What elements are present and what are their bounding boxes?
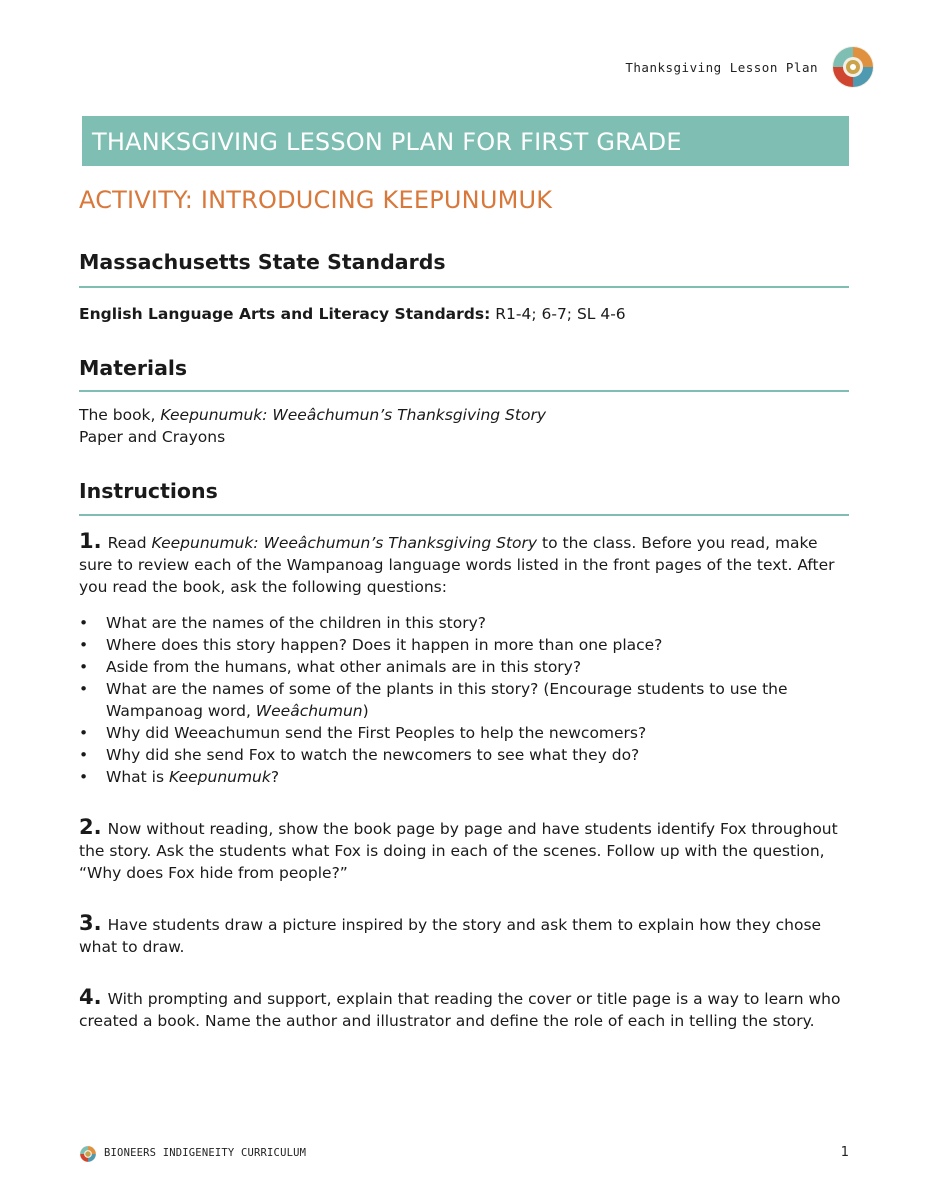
list-item (79, 678, 854, 722)
footer-title: BIONEERS INDIGENEITY CURRICULUM (104, 1147, 307, 1159)
list-item (79, 766, 854, 788)
instructions-heading: Instructions (79, 479, 218, 503)
standards-heading: Massachusetts State Standards (79, 250, 446, 274)
step-1-text-post: to the class. Before you read, make sure to review each of the Wampanoag language words listed in the front pages of the text. After you read the book, ask the following questions: (79, 534, 835, 596)
question-list (79, 612, 854, 788)
step-2-text: Now without reading, show the book page by page and have students identify Fox throughout the story. Ask the students what Fox is doing in each of the scenes. Follow up with the question, “Why does Fox hide from people?” (79, 820, 838, 882)
list-item: • What are the names of the children in this story? (79, 612, 854, 634)
question-text-post: ? (270, 768, 280, 786)
banner-title: THANKSGIVING LESSON PLAN FOR FIRST GRADE (92, 128, 682, 156)
spiral-logo-icon (79, 1145, 97, 1163)
materials-list (79, 404, 854, 448)
materials-heading: Materials (79, 356, 188, 380)
step-3-text: Have students draw a picture inspired by the story and ask them to explain how they chose what to draw. (79, 916, 822, 956)
step-1-text-pre: Read (107, 534, 152, 552)
page-number: 1 (840, 1145, 849, 1160)
question-text-post: ) (362, 702, 369, 720)
activity-title: ACTIVITY: INTRODUCING KEEPUNUMUK (79, 186, 553, 214)
standards-line (79, 303, 854, 325)
materials-book-prefix: The book, (79, 406, 161, 424)
question-text-pre: What is (106, 768, 169, 786)
section-divider (79, 390, 849, 392)
materials-book-title: Keepunumuk: Weeâchumun’s Thanksgiving Story (160, 406, 546, 424)
instruction-step-2 (79, 816, 854, 884)
step-1-book-title: Keepunumuk: Weeâchumun’s Thanksgiving Story (151, 534, 538, 552)
title-banner (82, 116, 849, 166)
step-number: 4. (79, 985, 102, 1009)
list-item: • Why did Weeachumun send the First Peoples to help the newcomers? (79, 722, 854, 744)
step-number: 3. (79, 911, 102, 935)
question-italic-term: Keepunumuk (168, 768, 271, 786)
list-item: • Why did she send Fox to watch the newcomers to see what they do? (79, 744, 854, 766)
materials-item-paper: Paper and Crayons (79, 428, 226, 446)
question-text-pre: What are the names of some of the plants in this story? (Encourage students to use the Wampanoag word, (106, 680, 788, 720)
standards-label: English Language Arts and Literacy Standards: (79, 305, 491, 323)
instruction-step-3 (79, 912, 854, 958)
list-item: • Aside from the humans, what other animals are in this story? (79, 656, 854, 678)
list-item: • Where does this story happen? Does it happen in more than one place? (79, 634, 854, 656)
instruction-step-1 (79, 530, 854, 598)
section-divider (79, 286, 849, 288)
materials-item-book (79, 404, 854, 426)
step-number: 2. (79, 815, 102, 839)
question-italic-term: Weeâchumun (255, 702, 363, 720)
step-4-text: With prompting and support, explain that reading the cover or title page is a way to learn who created a book. Name the author and illustrator and define the role of each in telling the story. (79, 990, 841, 1030)
standards-value: R1-4; 6-7; SL 4-6 (495, 305, 626, 323)
spiral-logo-icon (830, 44, 876, 90)
step-number: 1. (79, 529, 102, 553)
running-header-title: Thanksgiving Lesson Plan (625, 60, 818, 75)
instruction-step-4 (79, 986, 854, 1032)
section-divider (79, 514, 849, 516)
